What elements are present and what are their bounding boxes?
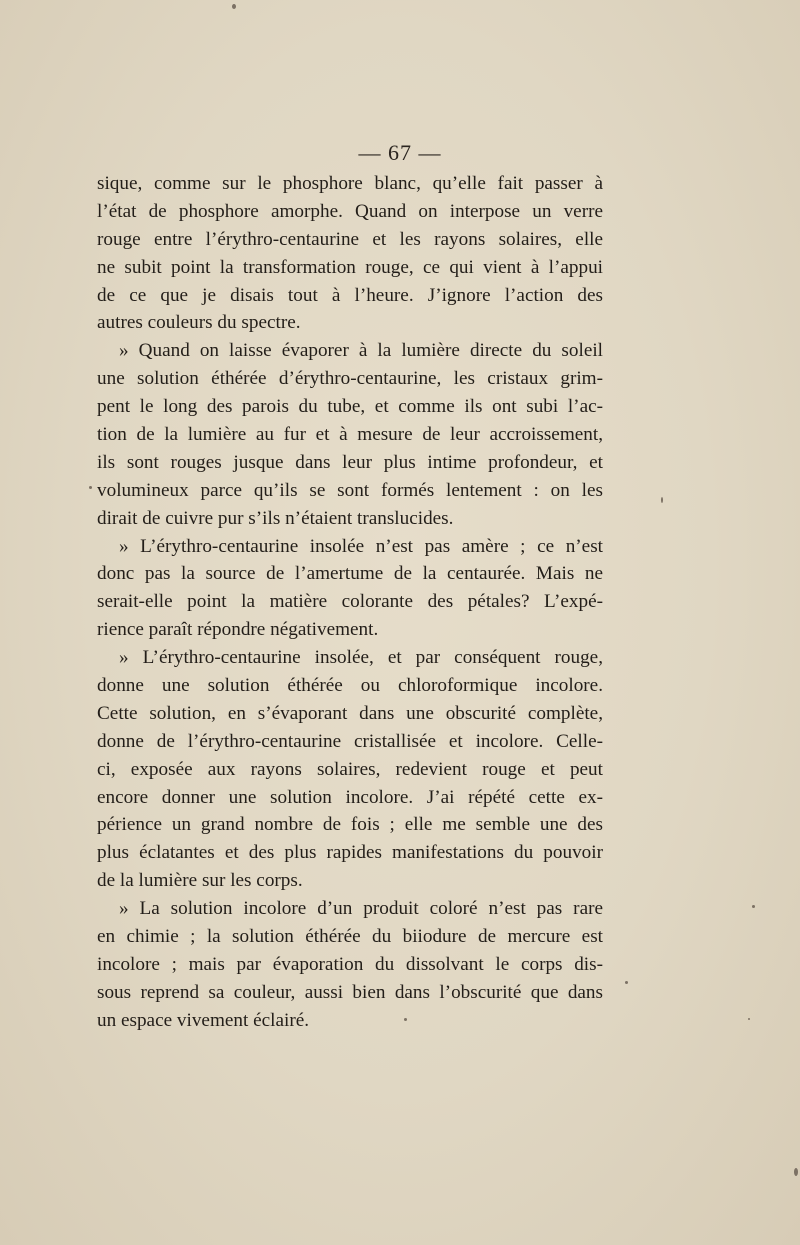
text-line: encore donner une solution incolore. J’ai répété cette ex- — [97, 786, 603, 808]
text-line: incolore ; mais par évaporation du dissolvant le corps dis- — [97, 953, 603, 975]
paper-speck — [232, 4, 236, 9]
text-line: donc pas la source de l’amertume de la centaurée. Mais ne — [97, 563, 603, 585]
text-line: » La solution incolore d’un produit coloré n’est pas rare — [119, 898, 603, 920]
text-line: dirait de cuivre pur s’ils n’étaient translucides. — [97, 507, 454, 529]
text-line: plus éclatantes et des plus rapides manifestations du pouvoir — [97, 842, 603, 864]
paragraph-1 — [97, 170, 603, 337]
text-line: pent le long des parois du tube, et comme ils ont subi l’ac- — [97, 396, 603, 418]
paragraph-5 — [97, 895, 603, 1034]
paper-speck — [794, 1168, 798, 1176]
text-line: ne subit point la transformation rouge, ce qui vient à l’appui — [97, 256, 603, 278]
text-line: en chimie ; la solution éthérée du biiodure de mercure est — [97, 926, 603, 948]
text-line: une solution éthérée d’érythro-centaurine, les cristaux grim- — [97, 368, 603, 390]
text-line: rouge entre l’érythro-centaurine et les rayons solaires, elle — [97, 228, 603, 250]
text-line: rience paraît répondre négativement. — [97, 619, 379, 641]
text-line: périence un grand nombre de fois ; elle me semble une des — [97, 814, 603, 836]
body-text — [97, 170, 603, 1035]
text-line: autres couleurs du spectre. — [97, 312, 301, 334]
paragraph-3 — [97, 533, 603, 645]
text-line: volumineux parce qu’ils se sont formés lentement : on les — [97, 479, 603, 501]
paper-speck — [752, 905, 755, 908]
paragraph-2 — [97, 337, 603, 532]
text-line: ils sont rouges jusque dans leur plus intime profondeur, et — [97, 451, 603, 473]
text-line: » Quand on laisse évaporer à la lumière directe du soleil — [119, 340, 603, 362]
text-line: de ce que je disais tout à l’heure. J’ignore l’action des — [97, 284, 603, 306]
text-line: l’état de phosphore amorphe. Quand on interpose un verre — [97, 200, 603, 222]
text-line: » L’érythro-centaurine insolée n’est pas amère ; ce n’est — [119, 535, 603, 557]
paper-speck — [748, 1018, 750, 1020]
text-line: » L’érythro-centaurine insolée, et par conséquent rouge, — [119, 647, 603, 669]
text-line: sique, comme sur le phosphore blanc, qu’elle fait passer à — [97, 173, 603, 194]
paper-speck — [625, 981, 628, 984]
paper-speck — [661, 497, 663, 503]
text-line: ci, exposée aux rayons solaires, redevient rouge et peut — [97, 758, 603, 780]
paper-speck — [404, 1018, 407, 1021]
text-line: donne une solution éthérée ou chloroformique incolore. — [97, 675, 603, 697]
page-number: — 67 — — [358, 140, 442, 165]
text-line: de la lumière sur les corps. — [97, 870, 303, 892]
text-line: tion de la lumière au fur et à mesure de leur accroissement, — [97, 424, 603, 446]
text-line: donne de l’érythro-centaurine cristallisée et incolore. Celle- — [97, 730, 603, 752]
text-line: Cette solution, en s’évaporant dans une obscurité complète, — [97, 702, 603, 724]
text-line: sous reprend sa couleur, aussi bien dans l’obscurité que dans — [97, 981, 603, 1003]
paper-speck — [89, 486, 92, 489]
text-line: serait-elle point la matière colorante des pétales? L’expé- — [97, 591, 603, 613]
text-line: un espace vivement éclairé. — [97, 1009, 310, 1031]
paragraph-4 — [97, 644, 603, 895]
